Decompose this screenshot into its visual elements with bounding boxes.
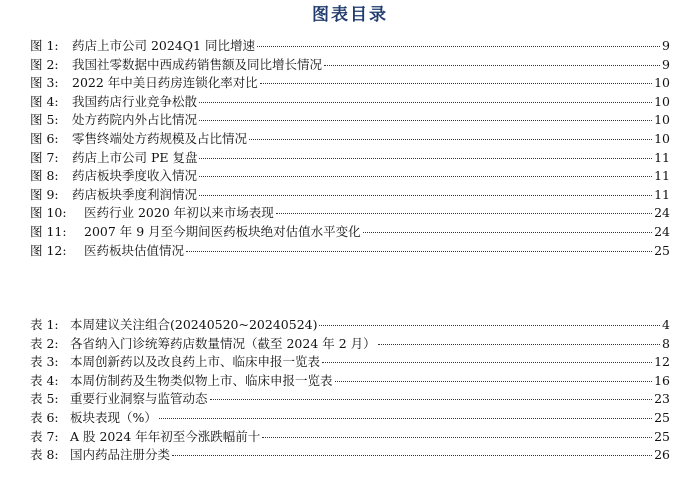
- toc-entry-label: 图 7:: [30, 149, 59, 165]
- toc-entry-title: 药店板块季度利润情况: [72, 186, 198, 202]
- toc-entry-title: 重要行业洞察与监管动态: [70, 391, 208, 407]
- toc-entry-page-number: 9: [662, 56, 670, 72]
- toc-entry-page-number: 10: [654, 130, 670, 146]
- dot-leader: [324, 65, 660, 66]
- toc-entry-page-number: 26: [654, 447, 670, 463]
- figure-list-item[interactable]: [30, 223, 670, 242]
- dot-leader: [335, 381, 653, 382]
- figure-list-item[interactable]: [30, 149, 670, 168]
- toc-entry-label: 表 4:: [30, 372, 59, 388]
- figure-list-item[interactable]: [30, 130, 670, 149]
- toc-entry-label: 图 9:: [30, 186, 59, 202]
- toc-entry-label: 表 3:: [30, 354, 59, 370]
- dot-leader: [257, 46, 660, 47]
- toc-entry-title: 药店板块季度收入情况: [72, 168, 198, 184]
- toc-entry-label: 表 2:: [30, 335, 59, 351]
- dot-leader: [199, 158, 652, 159]
- figure-list-item[interactable]: [30, 242, 670, 261]
- toc-entry-label: 图 3:: [30, 75, 59, 91]
- toc-entry-label: 图 4:: [30, 93, 59, 109]
- figure-list-item[interactable]: [30, 111, 670, 130]
- toc-entry-page-number: 25: [654, 409, 670, 425]
- toc-entry-title: 2007 年 9 月至今期间医药板块绝对估值水平变化: [84, 223, 361, 239]
- table-list: [30, 316, 670, 465]
- page-title: 图表目录: [312, 5, 388, 25]
- toc-entry-title: 医药行业 2020 年初以来市场表现: [84, 205, 274, 221]
- dot-leader: [249, 139, 652, 140]
- toc-entry-title: 药店上市公司 2024Q1 同比增速: [72, 38, 255, 53]
- toc-entry-page-number: 11: [654, 168, 670, 184]
- toc-entry-label: 图 10:: [30, 205, 67, 221]
- dot-leader: [199, 102, 652, 103]
- table-list-item[interactable]: [30, 335, 670, 354]
- dot-leader: [319, 325, 660, 326]
- toc-entry-title: 本周创新药以及改良药上市、临床申报一览表: [70, 354, 321, 370]
- toc-entry-title: 药店上市公司 PE 复盘: [72, 149, 198, 165]
- toc-entry-title: 国内药品注册分类: [70, 447, 171, 463]
- toc-entry-label: 图 12:: [30, 242, 67, 258]
- figure-list-item[interactable]: [30, 167, 670, 186]
- toc-entry-label: 图 5:: [30, 112, 59, 128]
- dot-leader: [159, 418, 652, 419]
- figure-list: [30, 37, 670, 260]
- toc-entry-page-number: 24: [654, 223, 670, 239]
- toc-entry-label: 表 6:: [30, 409, 59, 425]
- dot-leader: [378, 344, 660, 345]
- dot-leader: [262, 437, 652, 438]
- dot-leader: [199, 195, 652, 196]
- dot-leader: [260, 83, 652, 84]
- toc-entry-page-number: 4: [662, 317, 670, 332]
- toc-entry-page-number: 10: [654, 75, 670, 91]
- toc-entry-page-number: 12: [654, 354, 670, 370]
- toc-entry-label: 图 6:: [30, 130, 59, 146]
- toc-entry-title: 本周仿制药及生物类似物上市、临床申报一览表: [70, 372, 333, 388]
- dot-leader: [276, 213, 652, 214]
- table-list-item[interactable]: [30, 390, 670, 409]
- toc-entry-label: 图 1:: [30, 38, 59, 53]
- toc-entry-page-number: 9: [662, 38, 670, 53]
- toc-entry-page-number: 16: [654, 372, 670, 388]
- dot-leader: [363, 232, 652, 233]
- figure-list-item[interactable]: [30, 186, 670, 205]
- toc-entry-title: 2022 年中美日药房连锁化率对比: [72, 75, 258, 91]
- figure-list-item[interactable]: [30, 93, 670, 112]
- toc-entry-page-number: 11: [654, 186, 670, 202]
- table-list-item[interactable]: [30, 316, 670, 335]
- toc-entry-label: 图 8:: [30, 168, 59, 184]
- toc-entry-page-number: 25: [654, 242, 670, 258]
- figure-list-item[interactable]: [30, 204, 670, 223]
- figure-list-item[interactable]: [30, 56, 670, 75]
- toc-entry-label: 图 11:: [30, 223, 67, 239]
- toc-entry-label: 图 2:: [30, 56, 59, 72]
- toc-entry-label: 表 5:: [30, 391, 59, 407]
- toc-entry-label: 表 1:: [30, 317, 59, 332]
- table-list-item[interactable]: [30, 409, 670, 428]
- toc-entry-title: 板块表现（%）: [70, 409, 157, 425]
- toc-entry-title: 零售终端处方药规模及占比情况: [72, 130, 248, 146]
- dot-leader: [322, 362, 652, 363]
- toc-entry-page-number: 11: [654, 149, 670, 165]
- toc-entry-title: 我国社零数据中西成药销售额及同比增长情况: [72, 56, 323, 72]
- table-list-item[interactable]: [30, 353, 670, 372]
- toc-entry-page-number: 10: [654, 112, 670, 128]
- toc-entry-title: 我国药店行业竞争松散: [72, 93, 198, 109]
- dot-leader: [186, 251, 652, 252]
- table-list-item[interactable]: [30, 372, 670, 391]
- figure-list-item[interactable]: [30, 37, 670, 56]
- toc-entry-title: A 股 2024 年年初至今涨跌幅前十: [70, 428, 261, 444]
- toc-entry-page-number: 10: [654, 93, 670, 109]
- table-list-item[interactable]: [30, 446, 670, 465]
- toc-entry-title: 本周建议关注组合(20240520~20240524): [70, 317, 318, 332]
- dot-leader: [199, 120, 652, 121]
- toc-entry-page-number: 8: [662, 335, 670, 351]
- toc-entry-title: 各省纳入门诊统筹药店数量情况（截至 2024 年 2 月）: [70, 335, 376, 351]
- toc-entry-label: 表 7:: [30, 428, 59, 444]
- dot-leader: [199, 176, 652, 177]
- toc-entry-label: 表 8:: [30, 447, 59, 463]
- table-list-item[interactable]: [30, 428, 670, 447]
- toc-entry-page-number: 25: [654, 428, 670, 444]
- dot-leader: [172, 455, 652, 456]
- toc-entry-title: 处方药院内外占比情况: [72, 112, 198, 128]
- toc-entry-page-number: 24: [654, 205, 670, 221]
- dot-leader: [210, 399, 653, 400]
- toc-entry-page-number: 23: [654, 391, 670, 407]
- figure-list-item[interactable]: [30, 74, 670, 93]
- toc-entry-title: 医药板块估值情况: [84, 242, 185, 258]
